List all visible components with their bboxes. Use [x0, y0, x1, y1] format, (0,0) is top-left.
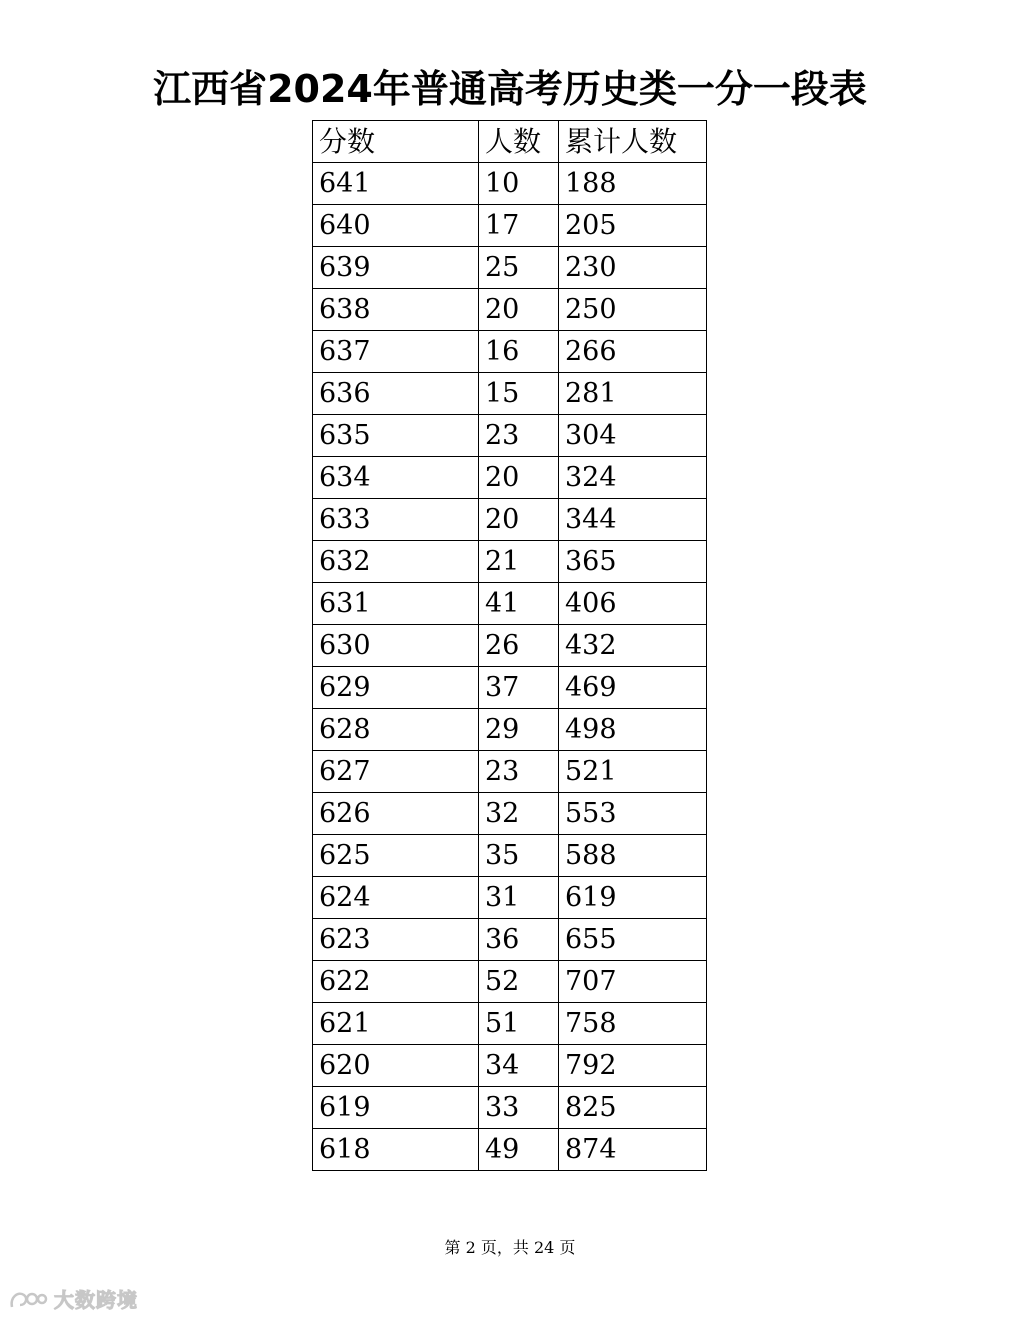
score-distribution-table [312, 120, 707, 1171]
cell-count: 41 [479, 583, 559, 625]
page-number-footer: 第 2 页，共 24 页 [444, 1238, 576, 1257]
table-row [313, 457, 707, 499]
table-row [313, 1087, 707, 1129]
cell-count: 51 [479, 1003, 559, 1045]
table-row [313, 415, 707, 457]
cell-count: 26 [479, 625, 559, 667]
cell-count: 31 [479, 877, 559, 919]
cell-score: 632 [313, 541, 479, 583]
cell-count: 37 [479, 667, 559, 709]
table-row [313, 1129, 707, 1171]
cell-cumulative: 344 [559, 499, 707, 541]
cell-count: 33 [479, 1087, 559, 1129]
table-row [313, 541, 707, 583]
cell-cumulative: 874 [559, 1129, 707, 1171]
cell-count: 25 [479, 247, 559, 289]
cell-cumulative: 432 [559, 625, 707, 667]
table-row [313, 163, 707, 205]
cell-score: 618 [313, 1129, 479, 1171]
cell-count: 21 [479, 541, 559, 583]
column-header-score: 分数 [313, 121, 479, 163]
table-row [313, 583, 707, 625]
table-row [313, 667, 707, 709]
table-header-row [313, 121, 707, 163]
cell-score: 624 [313, 877, 479, 919]
table-row [313, 793, 707, 835]
cell-score: 641 [313, 163, 479, 205]
cell-cumulative: 825 [559, 1087, 707, 1129]
cell-cumulative: 250 [559, 289, 707, 331]
cell-score: 631 [313, 583, 479, 625]
cell-count: 52 [479, 961, 559, 1003]
cell-cumulative: 188 [559, 163, 707, 205]
table-row [313, 289, 707, 331]
cell-score: 622 [313, 961, 479, 1003]
cell-count: 29 [479, 709, 559, 751]
cell-score: 626 [313, 793, 479, 835]
cell-score: 630 [313, 625, 479, 667]
cell-cumulative: 324 [559, 457, 707, 499]
cell-count: 35 [479, 835, 559, 877]
cell-cumulative: 205 [559, 205, 707, 247]
cell-count: 36 [479, 919, 559, 961]
cell-count: 20 [479, 457, 559, 499]
cell-score: 637 [313, 331, 479, 373]
cell-count: 34 [479, 1045, 559, 1087]
cell-count: 23 [479, 415, 559, 457]
cell-score: 620 [313, 1045, 479, 1087]
table-row [313, 499, 707, 541]
cell-count: 15 [479, 373, 559, 415]
cell-score: 635 [313, 415, 479, 457]
cell-score: 623 [313, 919, 479, 961]
cell-score: 621 [313, 1003, 479, 1045]
cell-count: 49 [479, 1129, 559, 1171]
cell-cumulative: 498 [559, 709, 707, 751]
table-row [313, 877, 707, 919]
table-row [313, 247, 707, 289]
cell-cumulative: 758 [559, 1003, 707, 1045]
watermark [8, 1284, 138, 1313]
table-row [313, 709, 707, 751]
cell-score: 625 [313, 835, 479, 877]
watermark-text: 大数跨境 [54, 1288, 138, 1312]
table-row [313, 373, 707, 415]
table-row [313, 751, 707, 793]
cell-score: 629 [313, 667, 479, 709]
cell-count: 20 [479, 499, 559, 541]
cell-count: 23 [479, 751, 559, 793]
cell-cumulative: 588 [559, 835, 707, 877]
cell-cumulative: 553 [559, 793, 707, 835]
cell-cumulative: 469 [559, 667, 707, 709]
cell-score: 639 [313, 247, 479, 289]
table-row [313, 919, 707, 961]
cell-score: 636 [313, 373, 479, 415]
cell-score: 627 [313, 751, 479, 793]
table-row [313, 961, 707, 1003]
table-row [313, 1003, 707, 1045]
column-header-cumulative: 累计人数 [559, 121, 707, 163]
cell-score: 640 [313, 205, 479, 247]
cell-score: 634 [313, 457, 479, 499]
cell-count: 32 [479, 793, 559, 835]
cell-cumulative: 365 [559, 541, 707, 583]
cell-count: 16 [479, 331, 559, 373]
cell-cumulative: 230 [559, 247, 707, 289]
cell-cumulative: 707 [559, 961, 707, 1003]
table-row [313, 1045, 707, 1087]
cell-cumulative: 406 [559, 583, 707, 625]
cell-cumulative: 521 [559, 751, 707, 793]
cell-cumulative: 619 [559, 877, 707, 919]
brand-logo-icon [8, 1287, 48, 1311]
cell-cumulative: 792 [559, 1045, 707, 1087]
cell-score: 619 [313, 1087, 479, 1129]
table-row [313, 625, 707, 667]
cell-cumulative: 266 [559, 331, 707, 373]
table-body [313, 163, 707, 1171]
cell-score: 628 [313, 709, 479, 751]
table-row [313, 205, 707, 247]
column-header-count: 人数 [479, 121, 559, 163]
cell-count: 10 [479, 163, 559, 205]
cell-count: 17 [479, 205, 559, 247]
table-row [313, 835, 707, 877]
cell-score: 638 [313, 289, 479, 331]
cell-cumulative: 304 [559, 415, 707, 457]
cell-count: 20 [479, 289, 559, 331]
cell-cumulative: 281 [559, 373, 707, 415]
cell-cumulative: 655 [559, 919, 707, 961]
cell-score: 633 [313, 499, 479, 541]
page-title: 江西省2024年普通高考历史类一分一段表 [153, 67, 867, 111]
table-row [313, 331, 707, 373]
